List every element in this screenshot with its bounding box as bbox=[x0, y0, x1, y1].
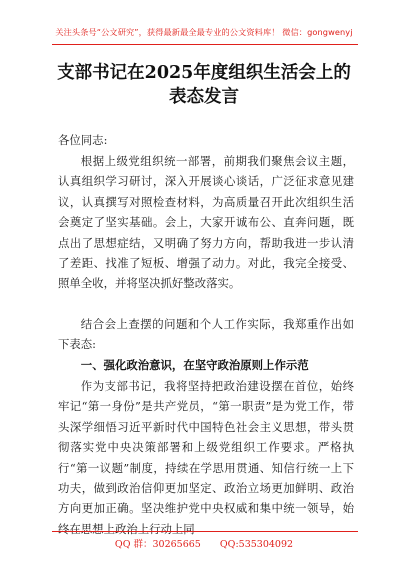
paragraph-intro: 根据上级党组织统一部署，前期我们聚焦会议主题，认真组织学习研讨，深入开展谈心谈话，广泛征求意见建议，认真撰写对照检查材料，为高质量召开此次组织生活会奠定了坚实基础。会上，大家开诚布公、直奔问题，既点出了思想症结，又明确了努力方向，帮助我进一步认清了差距、找准了短板、增强了动力。对此，我完全接受、照单全收，并将坚决抓好整改落实。 bbox=[58, 154, 354, 291]
paragraph-section-1: 作为支部书记，我将坚持把政治建设摆在首位，始终牢记“第一身份”是共产党员，“第一职责”是为党工作，带头深学细悟习近平新时代中国特色社会主义思想，带头贯彻落实党中央决策部署和上级党组织工作要求。严格执行“第一议题”制度，持续在学思用贯通、知信行统一上下功夫，做到政治信仰更加坚定、政治立场更加鲜明、政治方向更加正确。坚决维护党中央权威和集中统一领导，始终在思想上政治上行动上同 bbox=[58, 379, 354, 536]
footer-note bbox=[0, 536, 408, 550]
salutation: 各位同志: bbox=[58, 133, 108, 147]
header-divider bbox=[52, 44, 358, 45]
paragraph-pledge-lead: 结合会上查摆的问题和个人工作实际，我郑重作出如下表态: bbox=[58, 317, 354, 352]
footer-qq: QQ:535304092 bbox=[219, 539, 294, 550]
footer-divider bbox=[52, 531, 358, 532]
footer-qq-group: QQ 群：30265665 bbox=[114, 539, 201, 550]
section-heading-1: 一、强化政治意识，在坚守政治原则上作示范 bbox=[80, 358, 309, 372]
header-note: 关注头条号“公文研究”，获得最新最全最专业的公文资料库！ 微信：gongwenyj bbox=[55, 27, 353, 37]
document-title: 支部书记在2025年度组织生活会上的表态发言 bbox=[57, 63, 351, 107]
